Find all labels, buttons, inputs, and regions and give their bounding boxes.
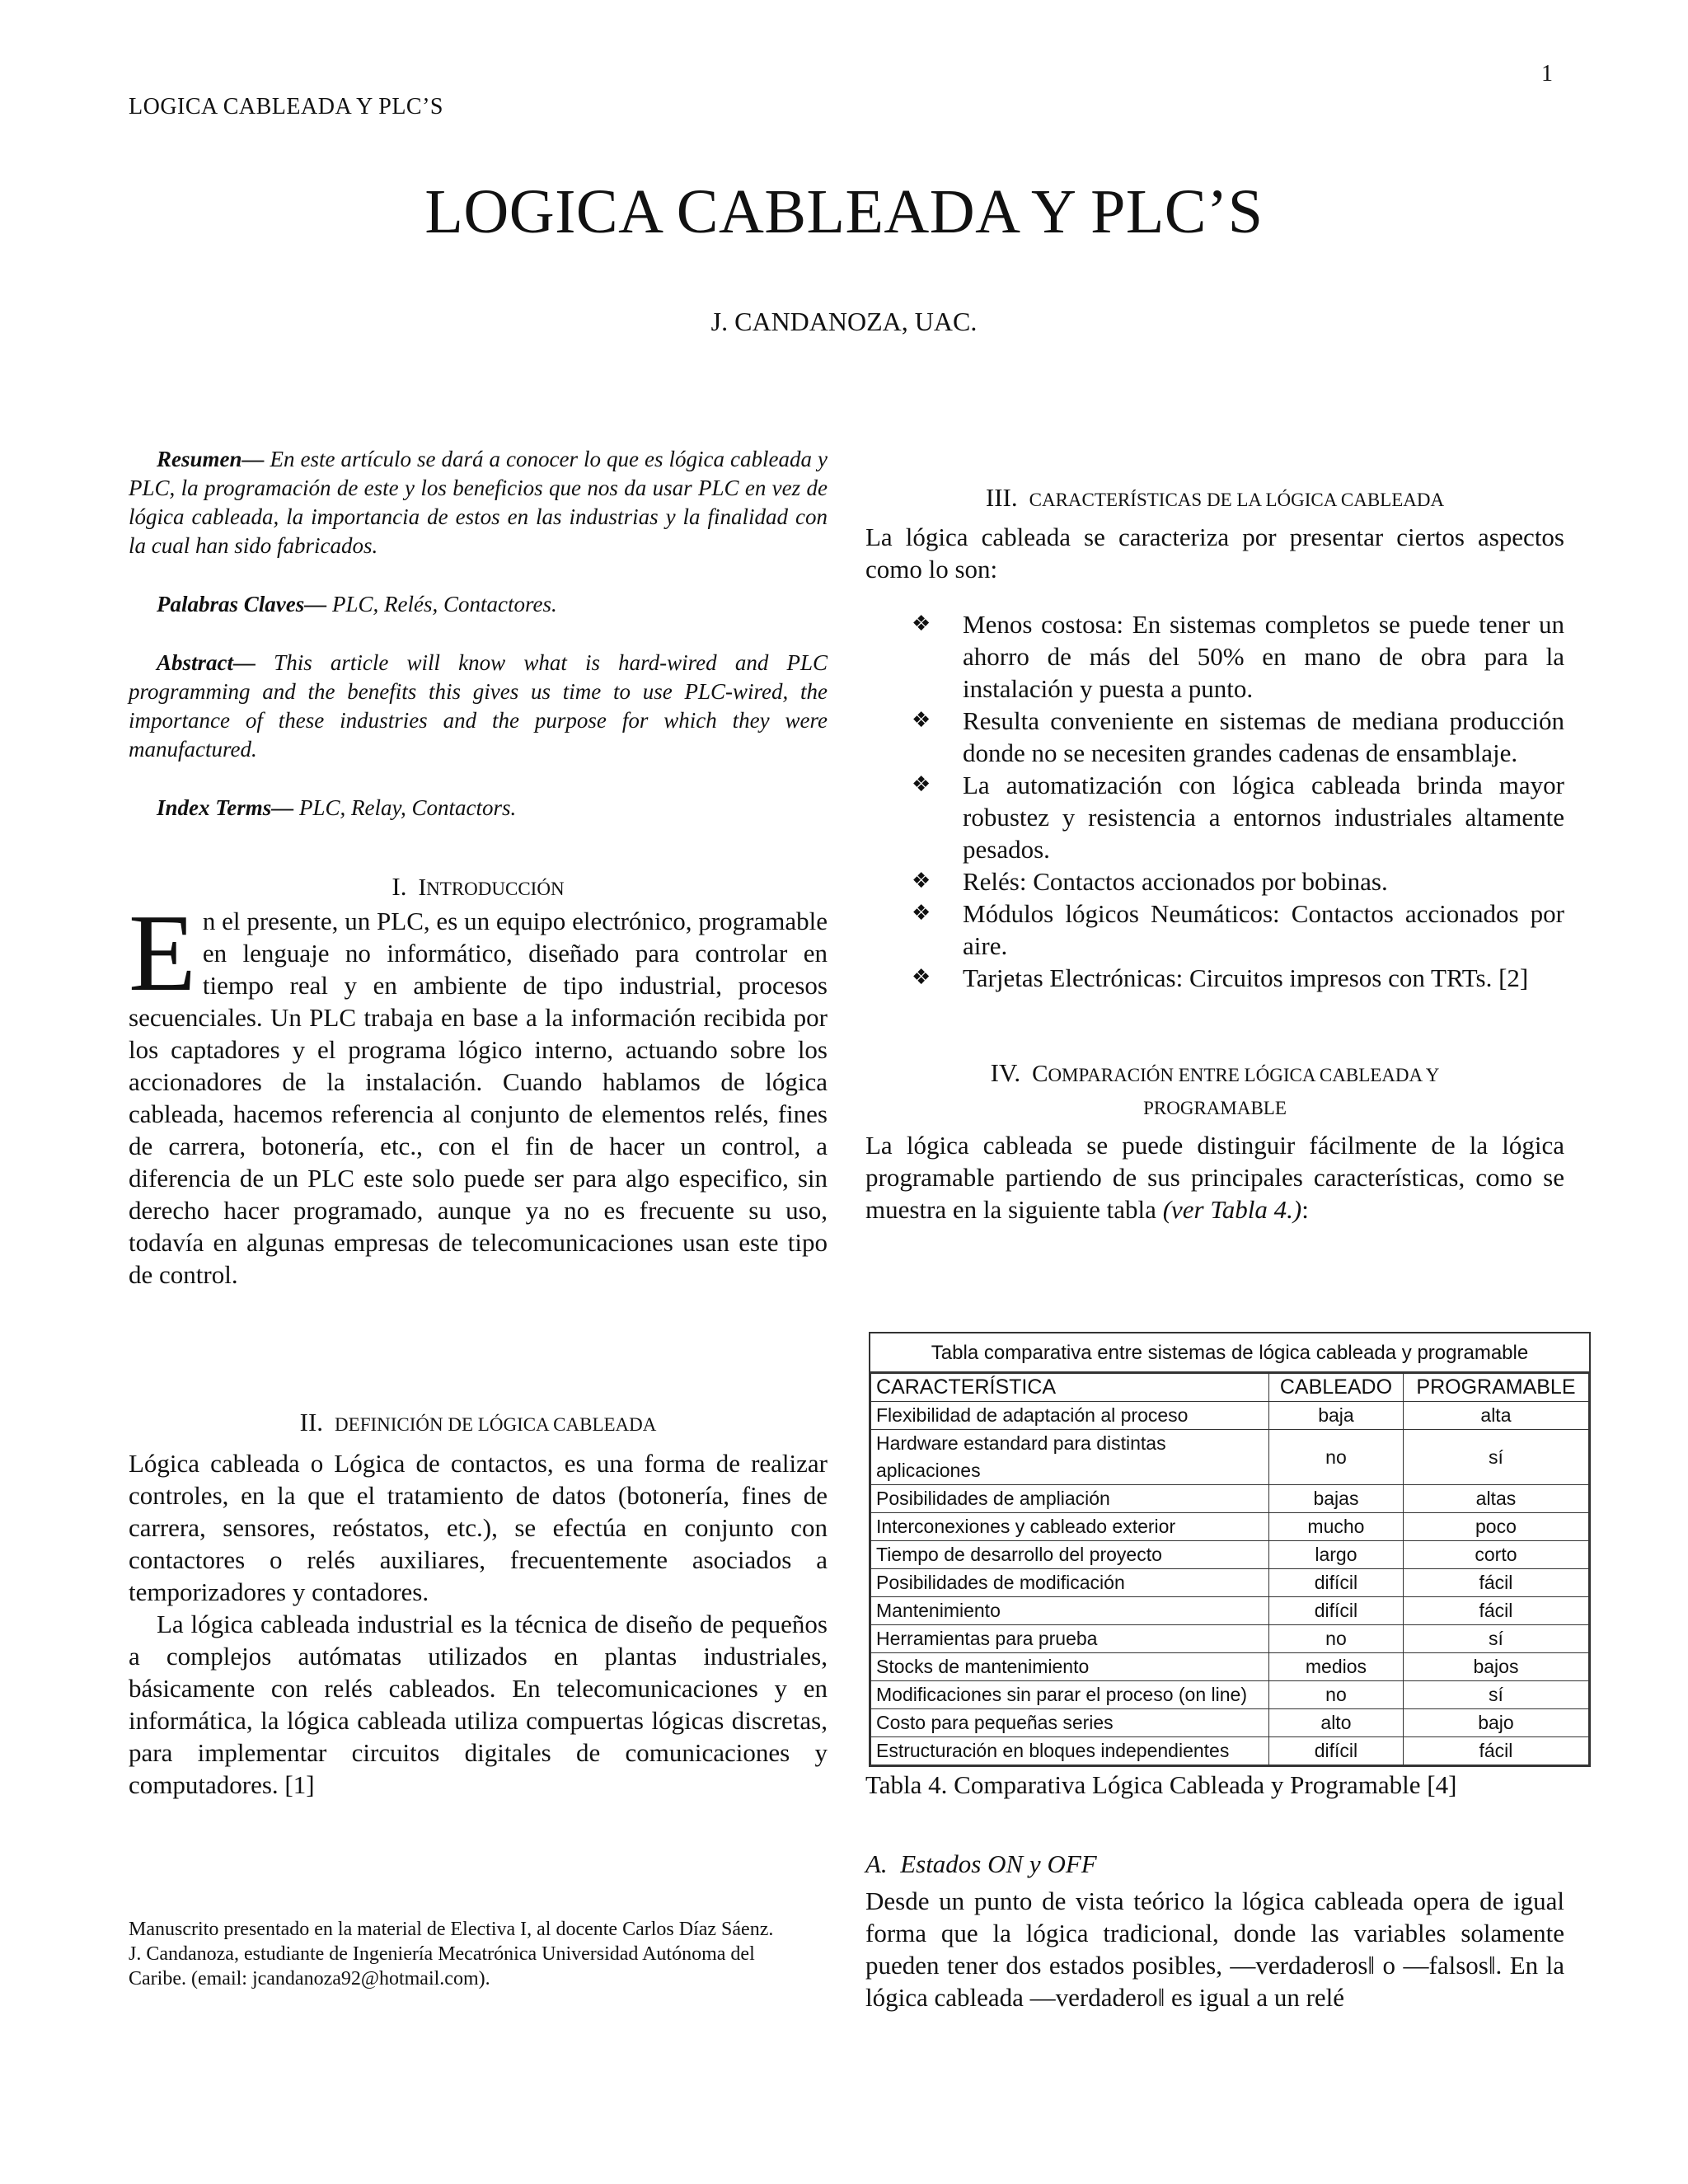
characteristics-intro: La lógica cableada se caracteriza por presentar ciertos aspectos como lo son: xyxy=(865,523,1564,583)
table-reference: (ver Tabla 4.) xyxy=(1162,1195,1302,1224)
table-cell-cableado: mucho xyxy=(1269,1513,1404,1541)
right-column xyxy=(865,481,1564,1226)
section-4-heading: IV. COMPARACIÓN ENTRE LÓGICA CABLEADA Y PROGRAMABLE xyxy=(990,1058,1440,1118)
abstract-text: This article will know what is hard-wired and PLC programming and the benefits this gives us time to use PLC-wired, the importance of these industries and the purpose for which they were manufactured. xyxy=(129,650,828,762)
intro-paragraph: n el presente, un PLC, es un equipo electrónico, programable en lenguaje no informático, diseñado para controlar en tiempo real y en ambiente de tipo industrial, procesos secuenciales. Un PLC trabaja en base a la información recibida por los captadores y el programa lógico interno, actuando sobre los accionadores de la instalación. Cuando hablamos de lógica cableada, hacemos referencia al conjunto de elementos relés, fines de carrera, botonería, etc., con el fin de hacer un control, a diferencia de un PLC este solo puede ser para algo especifico, sin derecho hacer programado, aunque ya no es frecuente su uso, todavía en algunas empresas de telecomunicaciones usan este tipo de control. xyxy=(129,907,828,1289)
abstract-block xyxy=(129,445,828,823)
table-body xyxy=(871,1402,1589,1765)
table-cell-programable: fácil xyxy=(1403,1569,1588,1597)
list-item: ❖ Módulos lógicos Neumáticos: Contactos accionados por aire. xyxy=(912,899,1564,960)
table-cell-characteristic: Costo para pequeñas series xyxy=(871,1709,1269,1737)
table-cell-characteristic: Herramientas para prueba xyxy=(871,1625,1269,1653)
list-item: ❖ Tarjetas Electrónicas: Circuitos impresos con TRTs. [2] xyxy=(912,963,1529,992)
resumen-text: En este artículo se dará a conocer lo que es lógica cableada y PLC, la programación de este y los beneficios que nos da usar PLC en vez de lógica cableada, la importancia de estos en las industrias y la finalidad con la cual han sido fabricados. xyxy=(129,447,828,558)
table-cell-cableado: difícil xyxy=(1269,1597,1404,1625)
table-row xyxy=(871,1681,1589,1709)
subsection-a xyxy=(865,1848,1564,2013)
table-cell-cableado: no xyxy=(1269,1625,1404,1653)
table-header: CARACTERÍSTICA xyxy=(871,1374,1269,1402)
section-1-heading: I. INTRODUCCIÓN xyxy=(392,872,565,901)
table-row xyxy=(871,1513,1589,1541)
table-row xyxy=(871,1430,1589,1485)
table-cell-programable: fácil xyxy=(1403,1737,1588,1765)
definition-paragraph-2: La lógica cableada industrial es la técnica de diseño de pequeños a complejos autómatas utilizados en plantas industriales, básicamente con relés cableados. En telecomunicaciones y en informática, la lógica cableada utiliza compuertas lógicas discretas, para implementar circuitos digitales de comunicaciones y computadores. [1] xyxy=(129,1610,828,1799)
table-cell-programable: alta xyxy=(1403,1402,1588,1430)
table-cell-cableado: medios xyxy=(1269,1653,1404,1681)
table-cell-cableado: alto xyxy=(1269,1709,1404,1737)
table-cell-characteristic: Stocks de mantenimiento xyxy=(871,1653,1269,1681)
author-line: J. CANDANOZA, UAC. xyxy=(710,307,978,336)
table-row xyxy=(871,1597,1589,1625)
table-cell-cableado: baja xyxy=(1269,1402,1404,1430)
diamond-bullet-icon: ❖ xyxy=(912,772,931,797)
running-header: LOGICA CABLEADA Y PLC’S xyxy=(129,94,444,120)
table-title: Tabla comparativa entre sistemas de lógica cableada y programable xyxy=(870,1333,1589,1373)
index-terms-text: PLC, Relay, Contactors. xyxy=(293,795,517,820)
table-header: CABLEADO xyxy=(1269,1374,1404,1402)
table-cell-characteristic: Mantenimiento xyxy=(871,1597,1269,1625)
abstract-label: Abstract— xyxy=(157,650,256,675)
index-terms-paragraph xyxy=(129,794,828,823)
table-cell-cableado: no xyxy=(1269,1681,1404,1709)
index-terms-label: Index Terms— xyxy=(157,795,294,820)
comparison-paragraph: La lógica cableada se puede distinguir fácilmente de la lógica programable partiendo de sus principales características, como se muestra en la siguiente tabla (ver Tabla 4.): xyxy=(865,1131,1564,1224)
section-3-heading: III. CARACTERÍSTICAS DE LA LÓGICA CABLEADA xyxy=(985,483,1445,512)
table-cell-programable: corto xyxy=(1403,1541,1588,1569)
footnote-line-1: Manuscrito presentado en la material de Electiva I, al docente Carlos Díaz Sáenz. xyxy=(129,1919,774,1940)
drop-cap: E xyxy=(129,892,196,1014)
table-row xyxy=(871,1625,1589,1653)
table-row xyxy=(871,1737,1589,1765)
table-cell-characteristic: Hardware estandard para distintas aplicaciones xyxy=(871,1430,1269,1485)
table-header: PROGRAMABLE xyxy=(1403,1374,1588,1402)
page-number: 1 xyxy=(1541,61,1553,87)
subsection-a-paragraph: Desde un punto de vista teórico la lógica cableada opera de igual forma que la lógica tradicional, donde las variables solamente pueden tener dos estados posibles, ―verdaderos‖ o ―falsos‖. En la lógica cableada ―verdadero‖ es igual a un relé xyxy=(865,1886,1564,2012)
list-item: ❖ Relés: Contactos accionados por bobinas. xyxy=(912,867,1388,896)
table-cell-characteristic: Interconexiones y cableado exterior xyxy=(871,1513,1269,1541)
table-cell-cableado: no xyxy=(1269,1430,1404,1485)
table-cell-programable: bajos xyxy=(1403,1653,1588,1681)
subsection-a-heading: A. Estados ON y OFF xyxy=(865,1849,1097,1878)
left-column xyxy=(129,445,828,1801)
palabras-claves-paragraph xyxy=(129,590,828,619)
list-item: ❖ Menos costosa: En sistemas completos se puede tener un ahorro de más del 50% en mano de obra para la instalación y puesta a punto. xyxy=(912,610,1564,703)
table-row xyxy=(871,1709,1589,1737)
table-cell-characteristic: Posibilidades de modificación xyxy=(871,1569,1269,1597)
footnote xyxy=(129,1917,804,1991)
table-cell-programable: fácil xyxy=(1403,1597,1588,1625)
table-cell-programable: bajo xyxy=(1403,1709,1588,1737)
diamond-bullet-icon: ❖ xyxy=(912,901,931,926)
diamond-bullet-icon: ❖ xyxy=(912,612,931,636)
palabras-claves-text: PLC, Relés, Contactores. xyxy=(326,592,557,616)
table-cell-characteristic: Flexibilidad de adaptación al proceso xyxy=(871,1402,1269,1430)
table-cell-characteristic: Modificaciones sin parar el proceso (on line) xyxy=(871,1681,1269,1709)
table-cell-cableado: largo xyxy=(1269,1541,1404,1569)
paper-title: LOGICA CABLEADA Y PLC’S xyxy=(424,177,1264,246)
table-caption: Tabla 4. Comparativa Lógica Cableada y Programable [4] xyxy=(865,1770,1457,1799)
table-cell-programable: sí xyxy=(1403,1681,1588,1709)
table-cell-programable: poco xyxy=(1403,1513,1588,1541)
table-row xyxy=(871,1569,1589,1597)
characteristics-list xyxy=(865,608,1564,994)
table-cell-cableado: bajas xyxy=(1269,1485,1404,1513)
table-cell-programable: sí xyxy=(1403,1430,1588,1485)
definition-paragraph-1: Lógica cableada o Lógica de contactos, es una forma de realizar controles, en la que el tratamiento de datos (botonería, fines de carrera, sensores, reóstatos, etc.), se efectúa en conjunto con contactores o relés auxiliares, frecuentemente asociados a temporizadores y contadores. xyxy=(129,1449,828,1606)
table-cell-cableado: difícil xyxy=(1269,1569,1404,1597)
diamond-bullet-icon: ❖ xyxy=(912,708,931,733)
table-cell-programable: altas xyxy=(1403,1485,1588,1513)
footnote-line-2: J. Candanoza, estudiante de Ingeniería Mecatrónica Universidad Autónoma del Caribe. (email: jcandanoza92@hotmail.com). xyxy=(129,1943,755,1990)
table-cell-characteristic: Tiempo de desarrollo del proyecto xyxy=(871,1541,1269,1569)
list-item: ❖ Resulta conveniente en sistemas de mediana producción donde no se necesiten grandes cadenas de ensamblaje. xyxy=(912,706,1564,767)
table-header-row xyxy=(871,1374,1589,1402)
comparison-table xyxy=(869,1332,1591,1767)
abstract-paragraph xyxy=(129,649,828,764)
diamond-bullet-icon: ❖ xyxy=(912,965,931,990)
section-1-body xyxy=(129,892,828,1291)
table-row xyxy=(871,1485,1589,1513)
table-cell-programable: sí xyxy=(1403,1625,1588,1653)
resumen-label: Resumen— xyxy=(157,447,265,471)
table-cell-characteristic: Posibilidades de ampliación xyxy=(871,1485,1269,1513)
diamond-bullet-icon: ❖ xyxy=(912,869,931,893)
list-item: ❖ La automatización con lógica cableada brinda mayor robustez y resistencia a entornos industriales altamente pesados. xyxy=(912,771,1564,864)
section-2-heading: II. DEFINICIÓN DE LÓGICA CABLEADA xyxy=(299,1408,657,1436)
table-row xyxy=(871,1653,1589,1681)
table-cell-cableado: difícil xyxy=(1269,1737,1404,1765)
table-row xyxy=(871,1402,1589,1430)
table-cell-characteristic: Estructuración en bloques independientes xyxy=(871,1737,1269,1765)
resumen-paragraph xyxy=(129,445,828,560)
palabras-claves-label: Palabras Claves— xyxy=(157,592,327,616)
table-row xyxy=(871,1541,1589,1569)
